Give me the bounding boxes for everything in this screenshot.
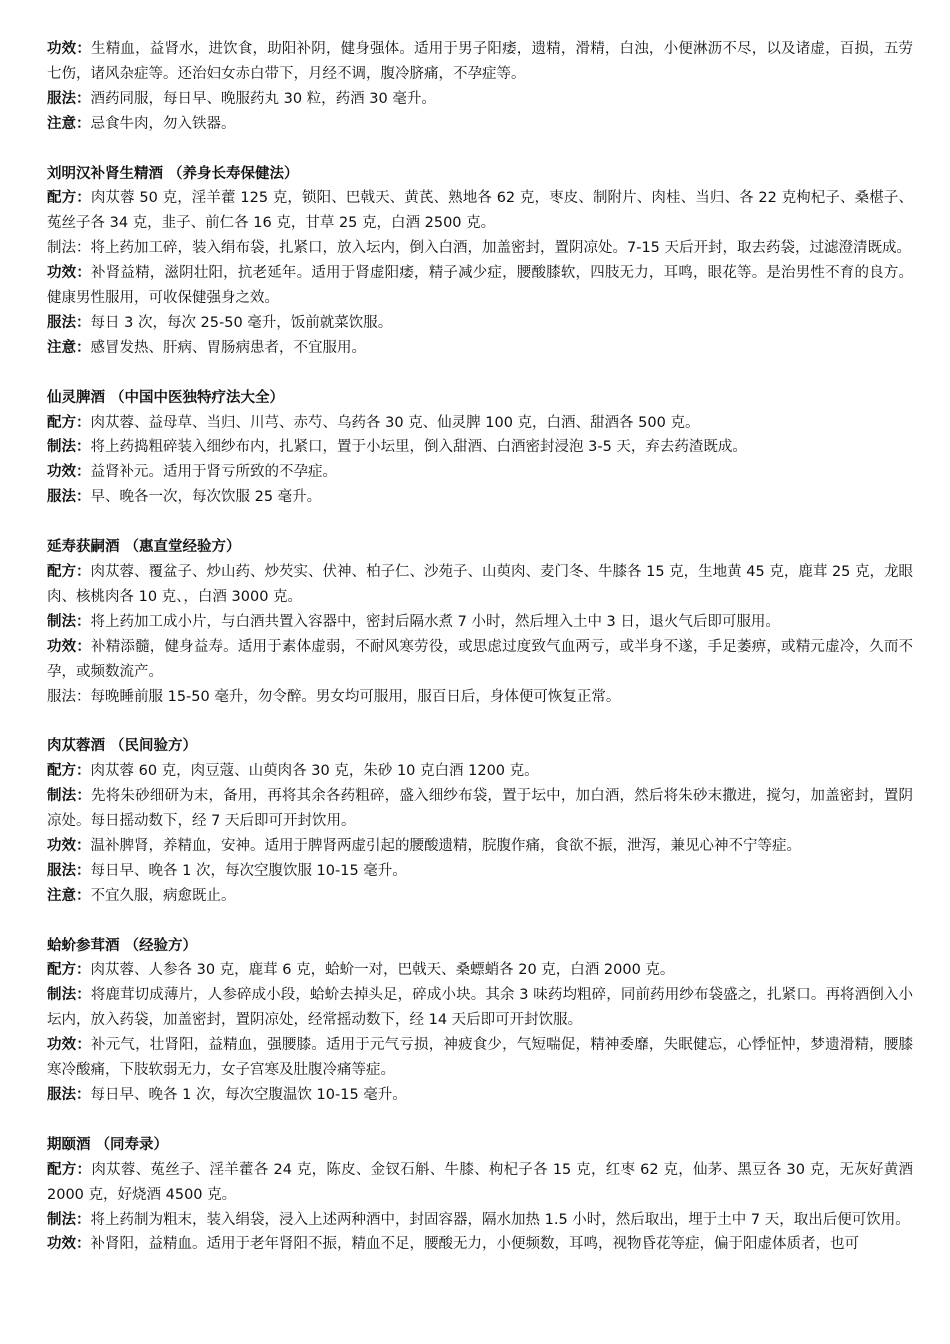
recipe-title: 蛤蚧参茸酒 （经验方）	[47, 937, 198, 954]
field-label: 制法：	[47, 1211, 91, 1228]
field-label: 注意：	[47, 339, 91, 356]
field-text: 肉苁蓉、人参各 30 克，鹿茸 6 克，蛤蚧一对，巴戟天、桑螵蛸各 20 克，白酒 2000 克。	[90, 962, 675, 979]
field-label: 服法：	[47, 1086, 91, 1103]
field-label: 服法：	[47, 688, 91, 705]
field-text: 肉苁蓉、益母草、当归、川芎、赤芍、乌药各 30 克、仙灵脾 100 克，白酒、甜酒各 500 克。	[90, 414, 700, 431]
field-text: 肉苁蓉 50 克，淫羊藿 125 克，锁阳、巴戟天、黄芪、熟地各 62 克，枣皮、制附片、肉桂、当归、各 22 克枸杞子、桑椹子、菟丝子各 34 克，韭子、前仁各 16 克，甘草 25 克，白酒 2500 克。	[47, 190, 913, 232]
recipe-field	[47, 1232, 913, 1257]
field-text: 将上药加工成小片，与白酒共置入容器中，密封后隔水煮 7 小时，然后埋入土中 3 日，退火气后即可服用。	[90, 613, 780, 630]
field-label: 功效：	[47, 41, 92, 57]
section-spacer	[47, 510, 913, 535]
field-text: 将上药捣粗碎装入细纱布内，扎紧口，置于小坛里，倒入甜酒、白酒密封浸泡 3-5 天，弃去药渣既成。	[90, 439, 747, 456]
section-spacer	[47, 361, 913, 386]
document-page	[47, 37, 913, 1257]
recipe-field	[47, 958, 913, 983]
recipe-section	[47, 162, 913, 361]
recipe-section	[47, 734, 913, 908]
intro-gongxiao	[47, 37, 913, 87]
field-text: 补精添髓，健身益寿。适用于素体虚弱，不耐风寒劳役，或思虑过度致气血两亏，或半身不遂，手足萎痹，或精元虚冷，久而不孕，或频数流产。	[47, 638, 913, 680]
field-label: 注意：	[47, 887, 91, 904]
field-label: 配方：	[47, 414, 91, 431]
field-text: 感冒发热、肝病、胃肠病患者，不宜服用。	[90, 339, 366, 356]
recipe-field	[47, 759, 913, 784]
field-text: 先将朱砂细研为末，备用，再将其余各药粗碎，盛入细纱布袋，置于坛中，加白酒，然后将朱砂末撒进，搅匀，加盖密封，置阴凉处。每日摇动数下，经 7 天后即可开封饮用。	[47, 788, 913, 830]
field-text: 肉苁蓉、菟丝子、淫羊藿各 24 克，陈皮、金钗石斛、牛膝、枸杞子各 15 克，红枣 62 克，仙茅、黑豆各 30 克，无灰好黄酒 2000 克，好烧酒 4500 克。	[47, 1161, 914, 1203]
field-text: 每晚睡前服 15-50 毫升，勿令醉。男女均可服用，服百日后，身体便可恢复正常。	[90, 688, 621, 705]
recipe-title: 刘明汉补肾生精酒 （养身长寿保健法）	[47, 165, 299, 182]
recipe-field	[47, 236, 913, 261]
recipe-title: 期颐酒 （同寿录）	[47, 1136, 169, 1153]
recipe-field	[47, 261, 913, 311]
recipe-field	[47, 610, 913, 635]
recipe-field	[47, 1033, 913, 1083]
recipe-field	[47, 859, 913, 884]
field-text: 每日 3 次，每次 25-50 毫升，饭前就菜饮服。	[90, 314, 393, 331]
recipe-title: 延寿获嗣酒 （惠直堂经验方）	[47, 539, 241, 556]
field-label: 配方：	[47, 1161, 92, 1178]
field-text: 补肾益精，滋阴壮阳，抗老延年。适用于肾虚阳痿，精子减少症，腰酸膝软，四肢无力，耳鸣，眼花等。是治男性不育的良方。健康男性服用，可收保健强身之效。	[47, 265, 913, 307]
field-label: 配方：	[47, 962, 91, 979]
intro-fufa	[47, 87, 913, 112]
field-label: 注意：	[47, 115, 91, 132]
field-label: 制法：	[47, 613, 91, 630]
section-spacer	[47, 1108, 913, 1133]
field-text: 将上药制为粗末，装入绢袋，浸入上述两种酒中，封固容器，隔水加热 1.5 小时，然后取出，埋于土中 7 天，取出后便可饮用。	[90, 1211, 910, 1228]
field-label: 服法：	[47, 314, 91, 331]
field-label: 配方：	[47, 563, 91, 580]
field-label: 功效：	[47, 1037, 92, 1054]
recipe-field	[47, 1083, 913, 1108]
field-text: 每日早、晚各 1 次，每次空腹饮服 10-15 毫升。	[90, 862, 407, 879]
section-spacer	[47, 909, 913, 934]
field-label: 功效：	[47, 1236, 91, 1253]
field-text: 忌食牛肉，勿入铁器。	[90, 115, 236, 132]
field-label: 服法：	[47, 862, 91, 879]
field-label: 功效：	[47, 265, 92, 282]
field-label: 制法：	[47, 788, 92, 805]
field-text: 温补脾肾，养精血，安神。适用于脾肾两虚引起的腰酸遗精，脘腹作痛，食欲不振，泄泻，兼见心神不宁等症。	[90, 837, 801, 854]
field-label: 配方：	[47, 763, 91, 780]
field-label: 服法：	[47, 489, 91, 506]
field-label: 制法：	[47, 439, 91, 456]
recipe-section	[47, 386, 913, 511]
recipe-field	[47, 834, 913, 859]
recipe-field	[47, 560, 913, 610]
recipe-field	[47, 336, 913, 361]
field-label: 制法：	[47, 240, 91, 257]
intro-zhuyi	[47, 112, 913, 137]
recipe-section	[47, 1133, 913, 1258]
recipe-field	[47, 1158, 913, 1208]
field-text: 将鹿茸切成薄片，人参碎成小段，蛤蚧去掉头足，碎成小块。其余 3 味药均粗碎，同前药用纱布袋盛之，扎紧口。再将酒倒入小坛内，放入药袋，加盖密封，置阴凉处，经常摇动数下，经 14 天后即可开封饮服。	[47, 987, 913, 1029]
field-label: 配方：	[47, 190, 91, 207]
recipe-title: 肉苁蓉酒 （民间验方）	[47, 738, 198, 755]
section-spacer	[47, 137, 913, 162]
field-text: 早、晚各一次，每次饮服 25 毫升。	[90, 489, 322, 506]
field-text: 补肾阳，益精血。适用于老年肾阳不振，精血不足，腰酸无力，小便频数，耳鸣，视物昏花等症，偏于阳虚体质者，也可	[90, 1236, 859, 1253]
field-text: 将上药加工碎，装入绢布袋，扎紧口，放入坛内，倒入白酒，加盖密封，置阴凉处。7-15 天后开封，取去药袋，过滤澄清既成。	[90, 240, 912, 257]
recipe-field	[47, 411, 913, 436]
recipe-field	[47, 685, 913, 710]
recipe-field	[47, 435, 913, 460]
field-label: 功效：	[47, 638, 92, 655]
recipe-field	[47, 784, 913, 834]
recipe-section	[47, 934, 913, 1108]
recipe-field	[47, 485, 913, 510]
field-text: 肉苁蓉 60 克，肉豆蔻、山萸肉各 30 克，朱砂 10 克白酒 1200 克。	[90, 763, 539, 780]
recipe-field	[47, 460, 913, 485]
section-spacer	[47, 709, 913, 734]
field-text: 不宜久服，病愈既止。	[90, 887, 236, 904]
recipe-field	[47, 635, 913, 685]
recipe-list	[47, 137, 913, 1258]
recipe-field	[47, 1208, 913, 1233]
field-text: 酒药同服，每日早、晚服药丸 30 粒，药酒 30 毫升。	[90, 90, 436, 107]
field-text: 益肾补元。适用于肾亏所致的不孕症。	[90, 464, 337, 481]
recipe-field	[47, 186, 913, 236]
field-label: 制法：	[47, 987, 91, 1004]
recipe-field	[47, 983, 913, 1033]
recipe-field	[47, 311, 913, 336]
field-label: 服法：	[47, 90, 91, 107]
recipe-field	[47, 884, 913, 909]
field-label: 功效：	[47, 464, 91, 481]
field-label: 功效：	[47, 837, 91, 854]
recipe-section	[47, 535, 913, 709]
field-text: 补元气，壮肾阳，益精血，强腰膝。适用于元气亏损，神疲食少，气短喘促，精神委靡，失眠健忘，心悸怔忡，梦遗滑精，腰膝寒冷酸痛，下肢软弱无力，女子宫寒及肚腹冷痛等症。	[47, 1037, 913, 1079]
recipe-title: 仙灵脾酒 （中国中医独特疗法大全）	[47, 389, 285, 406]
field-text: 每日早、晚各 1 次，每次空腹温饮 10-15 毫升。	[90, 1086, 407, 1103]
field-text: 生精血，益肾水，进饮食，助阳补阴，健身强体。适用于男子阳痿，遗精，滑精，白浊，小便淋沥不尽，以及诸虚，百损，五劳七伤，诸风杂症等。还治妇女赤白带下，月经不调，腹冷脐痛，不孕症等。	[47, 41, 913, 82]
field-text: 肉苁蓉、覆盆子、炒山药、炒芡实、伏神、柏子仁、沙苑子、山萸肉、麦门冬、牛膝各 15 克，生地黄 45 克，鹿茸 25 克，龙眼肉、核桃肉各 10 克、，白酒 3000 克。	[47, 563, 914, 605]
